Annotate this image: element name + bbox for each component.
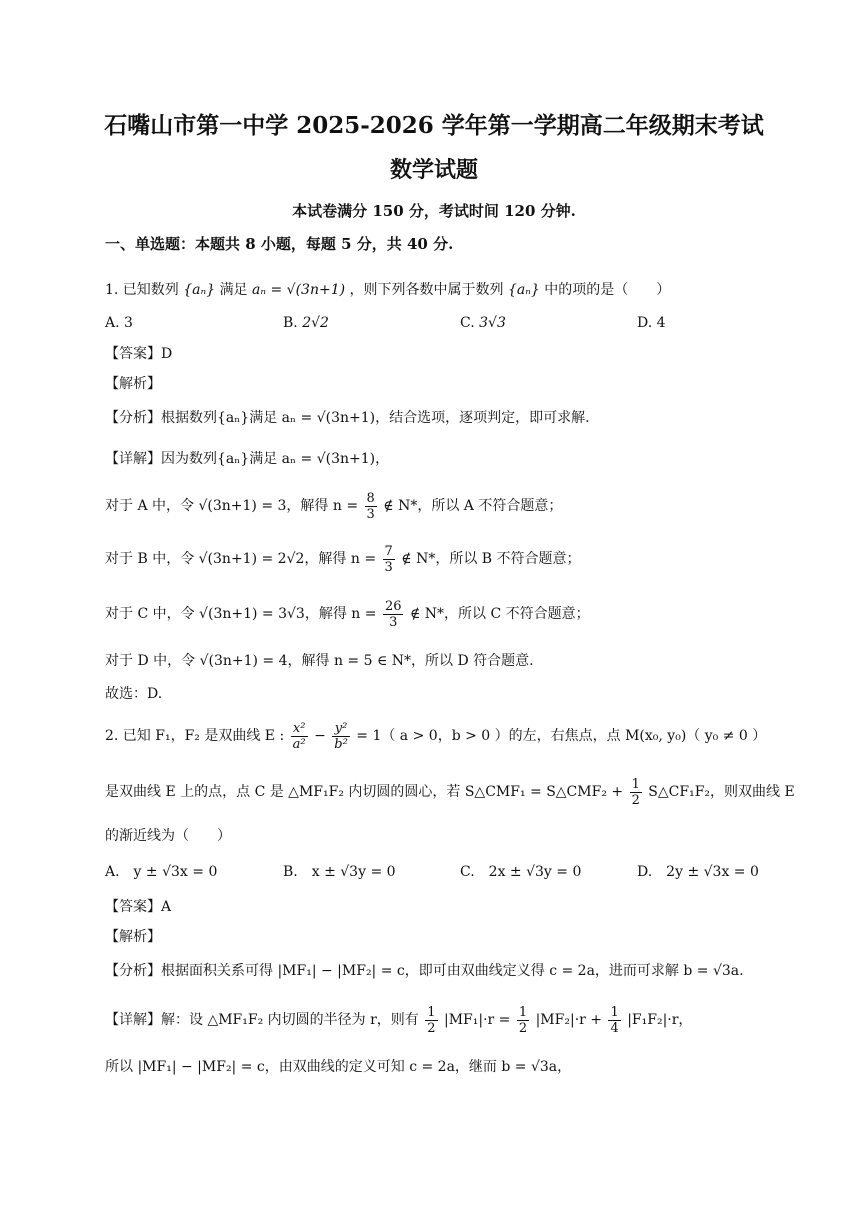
- q2-line1-b: = 1（ a > 0，b > 0 ）的左，右焦点，点 M(x₀, y₀)（ y₀ ≠ 0 ）: [356, 728, 767, 744]
- q2-line2: [105, 772, 795, 812]
- q1-case-b-text: 对于 B 中，令 √(3n+1) = 2√2，解得 n =: [105, 551, 377, 567]
- q1-case-a-text-b: ∉ N*，所以 A 不符合题意；: [383, 498, 563, 514]
- q1-option-b-label: B.: [283, 315, 298, 331]
- q2-xiangjie-d: |F₁F₂|·r，: [627, 1012, 693, 1028]
- q1-case-b-text-b: ∉ N*，所以 B 不符合题意；: [401, 551, 581, 567]
- q2-x2: x²: [291, 721, 308, 737]
- q1-stem-a: 1. 已知数列: [105, 282, 179, 298]
- q2-fenxi: 【分析】根据面积关系可得 |MF₁| − |MF₂| = c，即可由双曲线定义得 c = 2a，进而可求解 b = √3a.: [105, 963, 744, 979]
- q1-case-d: 对于 D 中，令 √(3n+1) = 4，解得 n = 5 ∈ N*，所以 D 符合题意.: [105, 653, 534, 669]
- q2-line1-a: 2. 已知 F₁，F₂ 是双曲线 E :: [105, 728, 285, 744]
- q2-frac-half-1-den: 2: [427, 1020, 436, 1036]
- q2-y2: y²: [332, 721, 350, 737]
- q2-xiangjie-c: |MF₂|·r +: [535, 1012, 603, 1028]
- q1-formula: aₙ = √(3n+1): [252, 282, 346, 298]
- exam-title: 石嘴山市第一中学 2025-2026 学年第一学期高二年级期末考试: [104, 112, 764, 139]
- q2-half: [630, 777, 642, 808]
- q1-fenxi: 【分析】根据数列{aₙ}满足 aₙ = √(3n+1)，结合选项，逐项判定，即可求解.: [105, 410, 590, 426]
- q1-option-b: [283, 313, 329, 333]
- q1-analysis-label: 【解析】: [105, 376, 161, 392]
- q1-case-c-den: 3: [389, 614, 398, 630]
- q2-frac-x: [291, 721, 308, 752]
- q1-option-d: D. 4: [637, 315, 666, 331]
- q1-stem: [105, 280, 670, 300]
- subject-title: 数学试题: [389, 157, 478, 183]
- q1-option-c: [460, 313, 506, 333]
- q1-option-a: A. 3: [105, 315, 133, 331]
- q2-frac-quarter-num: 1: [610, 1004, 619, 1020]
- exam-info: 本试卷满分 150 分，考试时间 120 分钟.: [292, 202, 576, 220]
- section-heading: 一、单选题：本题共 8 小题，每题 5 分，共 40 分.: [105, 235, 454, 253]
- q2-half-num: 1: [631, 776, 640, 792]
- q2-line3: 的渐近线为（ ）: [105, 828, 231, 844]
- q1-case-c-text: 对于 C 中，令 √(3n+1) = 3√3，解得 n =: [105, 606, 377, 622]
- q2-minus: −: [314, 728, 326, 744]
- q2-frac-half-2-den: 2: [518, 1020, 528, 1036]
- q1-case-c-fraction: [383, 599, 404, 630]
- q2-last: 所以 |MF₁| − |MF₂| = c，由双曲线的定义可知 c = 2a，继而 b = √3a，: [105, 1059, 572, 1075]
- q2-frac-quarter-den: 4: [610, 1020, 619, 1036]
- q2-answer: 【答案】A: [105, 899, 172, 915]
- q2-frac-half-2: [517, 1005, 529, 1036]
- q2-option-a: A. y ± √3x = 0: [105, 864, 218, 880]
- q1-case-b-num: 7: [384, 543, 393, 559]
- q2-a2: a²: [292, 736, 306, 752]
- q1-stem-b: 满足: [219, 282, 248, 298]
- q1-case-c: [105, 594, 590, 634]
- q1-option-b-value: 2√2: [302, 315, 329, 331]
- q2-half-den: 2: [631, 792, 640, 808]
- q2-frac-y: [332, 721, 350, 752]
- q2-xiangjie: [105, 1000, 692, 1040]
- q2-line2-a: 是双曲线 E 上的点，点 C 是 △MF₁F₂ 内切圆的圆心，若 S△CMF₁ = S△CMF₂ +: [105, 784, 624, 800]
- q1-xiangjie: 【详解】因为数列{aₙ}满足 aₙ = √(3n+1)，: [105, 451, 390, 467]
- q1-answer: 【答案】D: [105, 346, 173, 362]
- q1-case-a-num: 8: [366, 490, 375, 506]
- q1-case-b: [105, 539, 581, 579]
- q1-case-a-den: 3: [366, 506, 375, 522]
- q1-case-b-fraction: [383, 544, 395, 575]
- q1-seq: {aₙ}: [183, 282, 216, 298]
- q2-b2: b²: [334, 736, 348, 752]
- q1-conclusion: 故选：D.: [105, 686, 163, 702]
- q2-xiangjie-b: |MF₁|·r =: [443, 1012, 511, 1028]
- q1-case-c-num: 26: [384, 598, 402, 614]
- q1-seq-2: {aₙ}: [507, 282, 540, 298]
- q1-stem-c: ，则下列各数中属于数列: [349, 282, 504, 298]
- q2-option-b: B. x ± √3y = 0: [283, 864, 396, 880]
- q2-analysis-label: 【解析】: [105, 929, 161, 945]
- q2-line2-b: S△CF₁F₂，则双曲线 E: [648, 784, 795, 800]
- q2-line1: [105, 716, 766, 756]
- q1-case-a: [105, 486, 562, 526]
- q2-option-d: D. 2y ± √3x = 0: [637, 864, 759, 880]
- q2-frac-half-1-num: 1: [427, 1004, 436, 1020]
- q1-stem-d: 中的项的是（ ）: [544, 282, 671, 298]
- q1-case-c-text-b: ∉ N*，所以 C 不符合题意；: [409, 606, 590, 622]
- q2-xiangjie-a: 【详解】解：设 △MF₁F₂ 内切圆的半径为 r，则有: [105, 1012, 419, 1028]
- q1-case-b-den: 3: [384, 559, 393, 575]
- q2-frac-quarter: [608, 1005, 620, 1036]
- q2-frac-half-2-num: 1: [518, 1004, 528, 1020]
- q1-option-c-label: C.: [460, 315, 475, 331]
- q1-case-a-fraction: [365, 491, 377, 522]
- q1-case-a-text: 对于 A 中，令 √(3n+1) = 3，解得 n =: [105, 498, 359, 514]
- q1-option-c-value: 3√3: [479, 315, 506, 331]
- q2-frac-half-1: [425, 1005, 437, 1036]
- q2-option-c: C. 2x ± √3y = 0: [460, 864, 582, 880]
